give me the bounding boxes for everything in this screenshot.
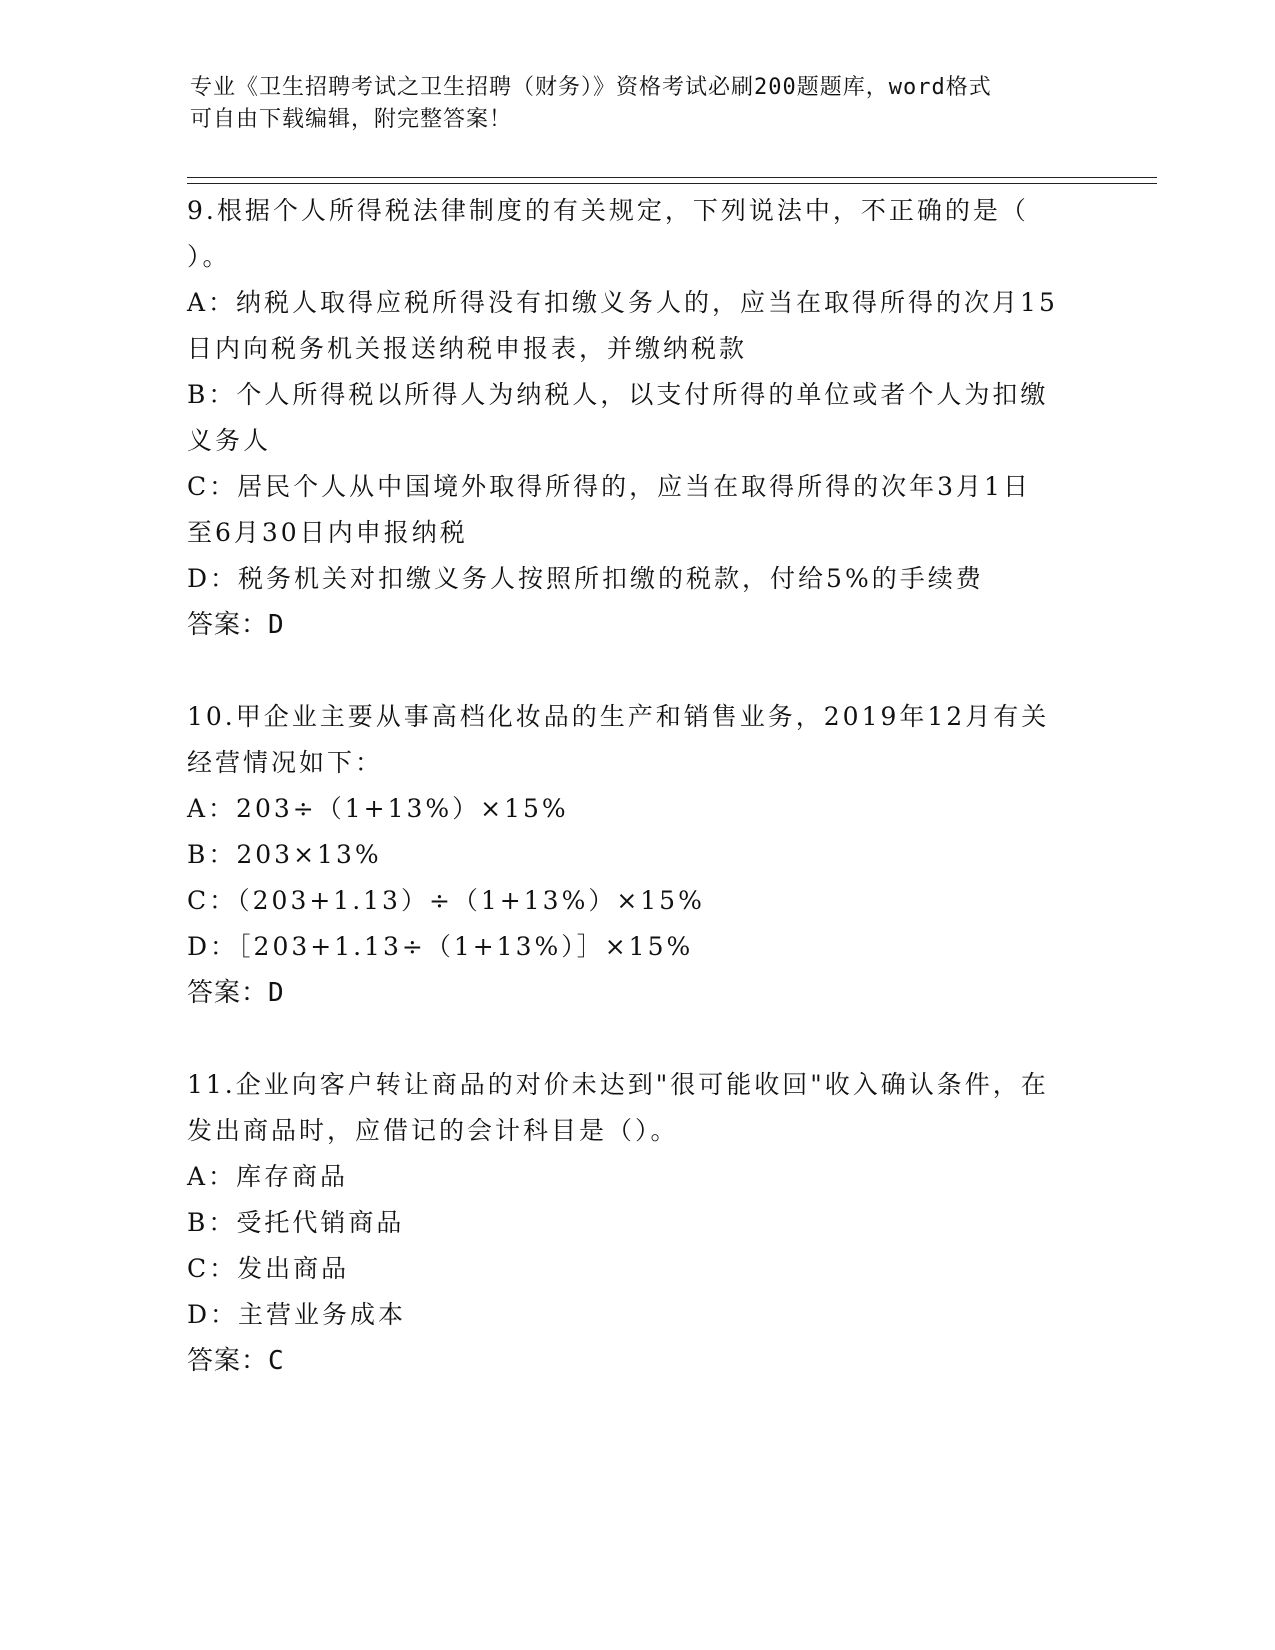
header-line-2: 可自由下载编辑，附完整答案！ [190, 107, 513, 132]
option-b-continued: 义务人 [187, 426, 272, 455]
question-stem-line: 10.甲企业主要从事高档化妆品的生产和销售业务，2019年12月有关 [187, 702, 1050, 731]
option-b: B：203×13% [187, 840, 382, 869]
option-c: C：（203+1.13）÷（1+13%）×15% [187, 886, 705, 915]
option-d: D：主营业务成本 [187, 1300, 407, 1329]
option-a-continued: 日内向税务机关报送纳税申报表，并缴纳税款 [187, 334, 748, 363]
option-a: A：纳税人取得应税所得没有扣缴义务人的，应当在取得所得的次月15 [187, 288, 1058, 317]
question-stem-line: 9.根据个人所得税法律制度的有关规定，下列说法中，不正确的是（ [187, 196, 1029, 225]
answer: 答案：D [187, 978, 285, 1008]
option-c: C：居民个人从中国境外取得所得的，应当在取得所得的次年3月1日 [187, 472, 1031, 501]
answer: 答案：D [187, 610, 285, 640]
question-stem-line: 11.企业向客户转让商品的对价未达到"很可能收回"收入确认条件，在 [187, 1070, 1049, 1099]
question-10 [187, 694, 1087, 1016]
header-divider-top [187, 177, 1157, 178]
question-stem-line: 经营情况如下： [187, 748, 384, 777]
document-header [190, 72, 1090, 136]
option-b: B：个人所得税以所得人为纳税人，以支付所得的单位或者个人为扣缴 [187, 380, 1049, 409]
header-line-1: 专业《卫生招聘考试之卫生招聘（财务）》资格考试必刷200题题库，word格式 [190, 75, 992, 100]
question-9 [187, 188, 1087, 648]
question-list [187, 188, 1087, 1430]
question-stem-line: ）。 [187, 242, 231, 271]
option-d: D：税务机关对扣缴义务人按照所扣缴的税款，付给5%的手续费 [187, 564, 984, 593]
option-a: A：203÷（1+13%）×15% [187, 794, 569, 823]
question-stem-line: 发出商品时，应借记的会计科目是（）。 [187, 1116, 679, 1145]
option-b: B：受托代销商品 [187, 1208, 405, 1237]
option-c: C：发出商品 [187, 1254, 350, 1283]
header-divider-bottom [187, 183, 1157, 184]
option-d: D：［203+1.13÷（1+13%）］×15% [187, 932, 694, 961]
option-c-continued: 至6月30日内申报纳税 [187, 518, 468, 547]
option-a: A：库存商品 [187, 1162, 349, 1191]
answer: 答案：C [187, 1346, 285, 1376]
question-11 [187, 1062, 1087, 1384]
